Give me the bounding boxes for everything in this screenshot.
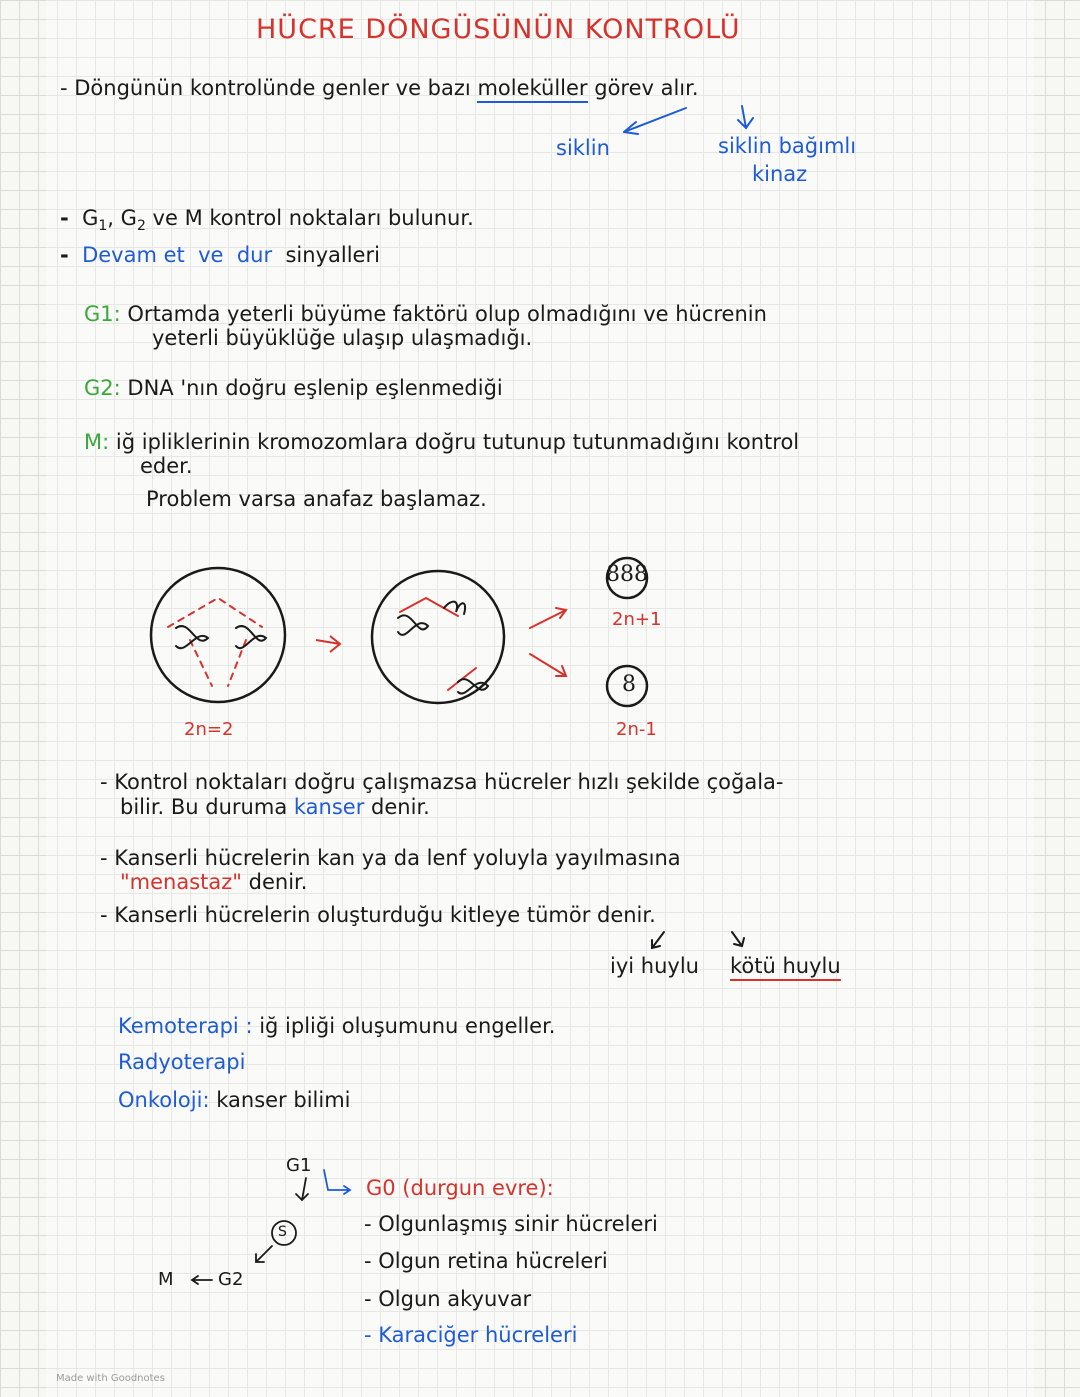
checkpoint-g1-sub: 1 [98, 218, 108, 235]
arrow-to-siklin [624, 108, 686, 132]
signal-stop: dur [236, 243, 273, 267]
intro-text-2: görev alır. [594, 76, 699, 100]
cycle-s: S [278, 1224, 287, 1240]
s-phase-circle [272, 1221, 296, 1245]
branch-siklin: siklin [556, 136, 610, 160]
malignant-label: kötü huylu [730, 954, 841, 981]
cancer-word: kanser [293, 795, 365, 819]
checkpoint-g2-sub: 2 [136, 218, 146, 235]
m-label: M: [84, 430, 110, 454]
onco-text: kanser bilimi [216, 1088, 351, 1112]
cancer-line2-a: bilir. Bu duruma [120, 795, 288, 819]
chromosome-right [236, 626, 266, 648]
g0-item-2: - Olgun retina hücreleri [364, 1249, 608, 1273]
monosomy-label: 2n-1 [616, 719, 657, 740]
spindle-fibre-top [400, 598, 458, 616]
g2-label: G2: [84, 376, 121, 400]
g0-item-4: - Karaciğer hücreleri [364, 1323, 578, 1347]
cancer-line1: - Kontrol noktaları doğru çalışmazsa hücreler hızlı şekilde çoğala- [100, 770, 784, 794]
g0-item-1: - Olgunlaşmış sinir hücreleri [364, 1212, 658, 1236]
signals-dash: - [60, 243, 69, 267]
monosomy-cell [607, 666, 647, 706]
g1-line2: yeterli büyüklüğe ulaşıp ulaşmadığı. [152, 326, 533, 350]
checkpoint-g2: G [120, 206, 137, 230]
cycle-m: M [158, 1269, 174, 1290]
branch-cdk-line2: kinaz [752, 162, 808, 186]
metastasis-suffix: denir. [248, 870, 308, 894]
parent-cell [151, 568, 285, 702]
checkpoint-g1: G [82, 206, 99, 230]
cycle-arrows [192, 1170, 350, 1284]
metastasis-word: "menastaz" [120, 870, 242, 894]
cycle-g2: G2 [218, 1269, 244, 1290]
arrow-to-anaphase [316, 636, 340, 652]
intro-dash: - [60, 76, 68, 100]
parent-cell-membrane [151, 568, 285, 702]
onco-label: Onkoloji: [118, 1088, 210, 1112]
signals-text: sinyalleri [285, 243, 380, 267]
signal-and: ve [198, 243, 224, 267]
chemo-label: Kemoterapi : [118, 1014, 253, 1038]
footer-watermark: Made with Goodnotes [56, 1373, 165, 1384]
intro-molecules: moleküller [477, 76, 587, 103]
tumor-branch-arrows [652, 932, 744, 948]
cancer-line2-c: denir. [371, 795, 430, 819]
arrow-down [530, 654, 566, 676]
anaphase-cell [372, 571, 504, 703]
m-line3: Problem varsa anafaz başlamaz. [146, 487, 487, 511]
tumor-line: - Kanserli hücrelerin oluşturduğu kitleye tümör denir. [100, 903, 656, 927]
chemo-text: iğ ipliği oluşumunu engeller. [259, 1014, 556, 1038]
g0-title: G0 (durgun evre): [366, 1176, 554, 1200]
branch-cdk-line1: siklin bağımlı [718, 134, 857, 158]
signal-continue: Devam et [82, 243, 185, 267]
g1-label: G1: [84, 302, 121, 326]
checkpoints-text: ve M kontrol noktaları bulunur. [152, 206, 474, 230]
daughter-arrows [530, 608, 566, 676]
metastasis-line1: - Kanserli hücrelerin kan ya da lenf yoluyla yayılmasına [100, 846, 681, 870]
trisomy-label: 2n+1 [612, 609, 662, 630]
checkpoints-dash: - [60, 206, 69, 230]
arrow-malignant [732, 932, 744, 946]
page-title: HÜCRE DÖNGÜSÜNÜN KONTROLÜ [256, 14, 741, 45]
g2-to-m-arrow [192, 1276, 212, 1284]
benign-label: iyi huylu [610, 954, 699, 978]
chromosome-pair-2 [444, 602, 465, 614]
g2-text: DNA 'nın doğru eşlenip eşlenmediği [127, 376, 503, 400]
g1-to-g0-arrow [324, 1170, 350, 1194]
chromosome-pair-1 [398, 615, 428, 635]
molecule-branch-arrows [624, 106, 753, 134]
m-text-1: iğ ipliklerinin kromozomlara doğru tutunup tutunmadığını kontrol [115, 430, 800, 454]
arrow-benign [652, 932, 664, 948]
s-to-g2-arrow [256, 1246, 272, 1262]
trisomy-cell [607, 558, 647, 598]
arrow-up [530, 608, 566, 628]
parent-cell-label: 2n=2 [184, 719, 234, 740]
g0-item-3: - Olgun akyuvar [364, 1287, 532, 1311]
checkpoint-comma: , [107, 206, 114, 230]
monosomy-chromosome: 8 [622, 672, 636, 697]
trisomy-chromosomes: 888 [606, 562, 648, 587]
m-line2: eder. [140, 454, 193, 478]
cycle-g1: G1 [286, 1155, 312, 1176]
radio-label: Radyoterapi [118, 1050, 246, 1074]
g1-text-1: Ortamda yeterli büyüme faktörü olup olmadığını ve hücrenin [127, 302, 767, 326]
spindle-top [168, 598, 262, 627]
intro-text-1: Döngünün kontrolünde genler ve bazı [74, 76, 471, 100]
